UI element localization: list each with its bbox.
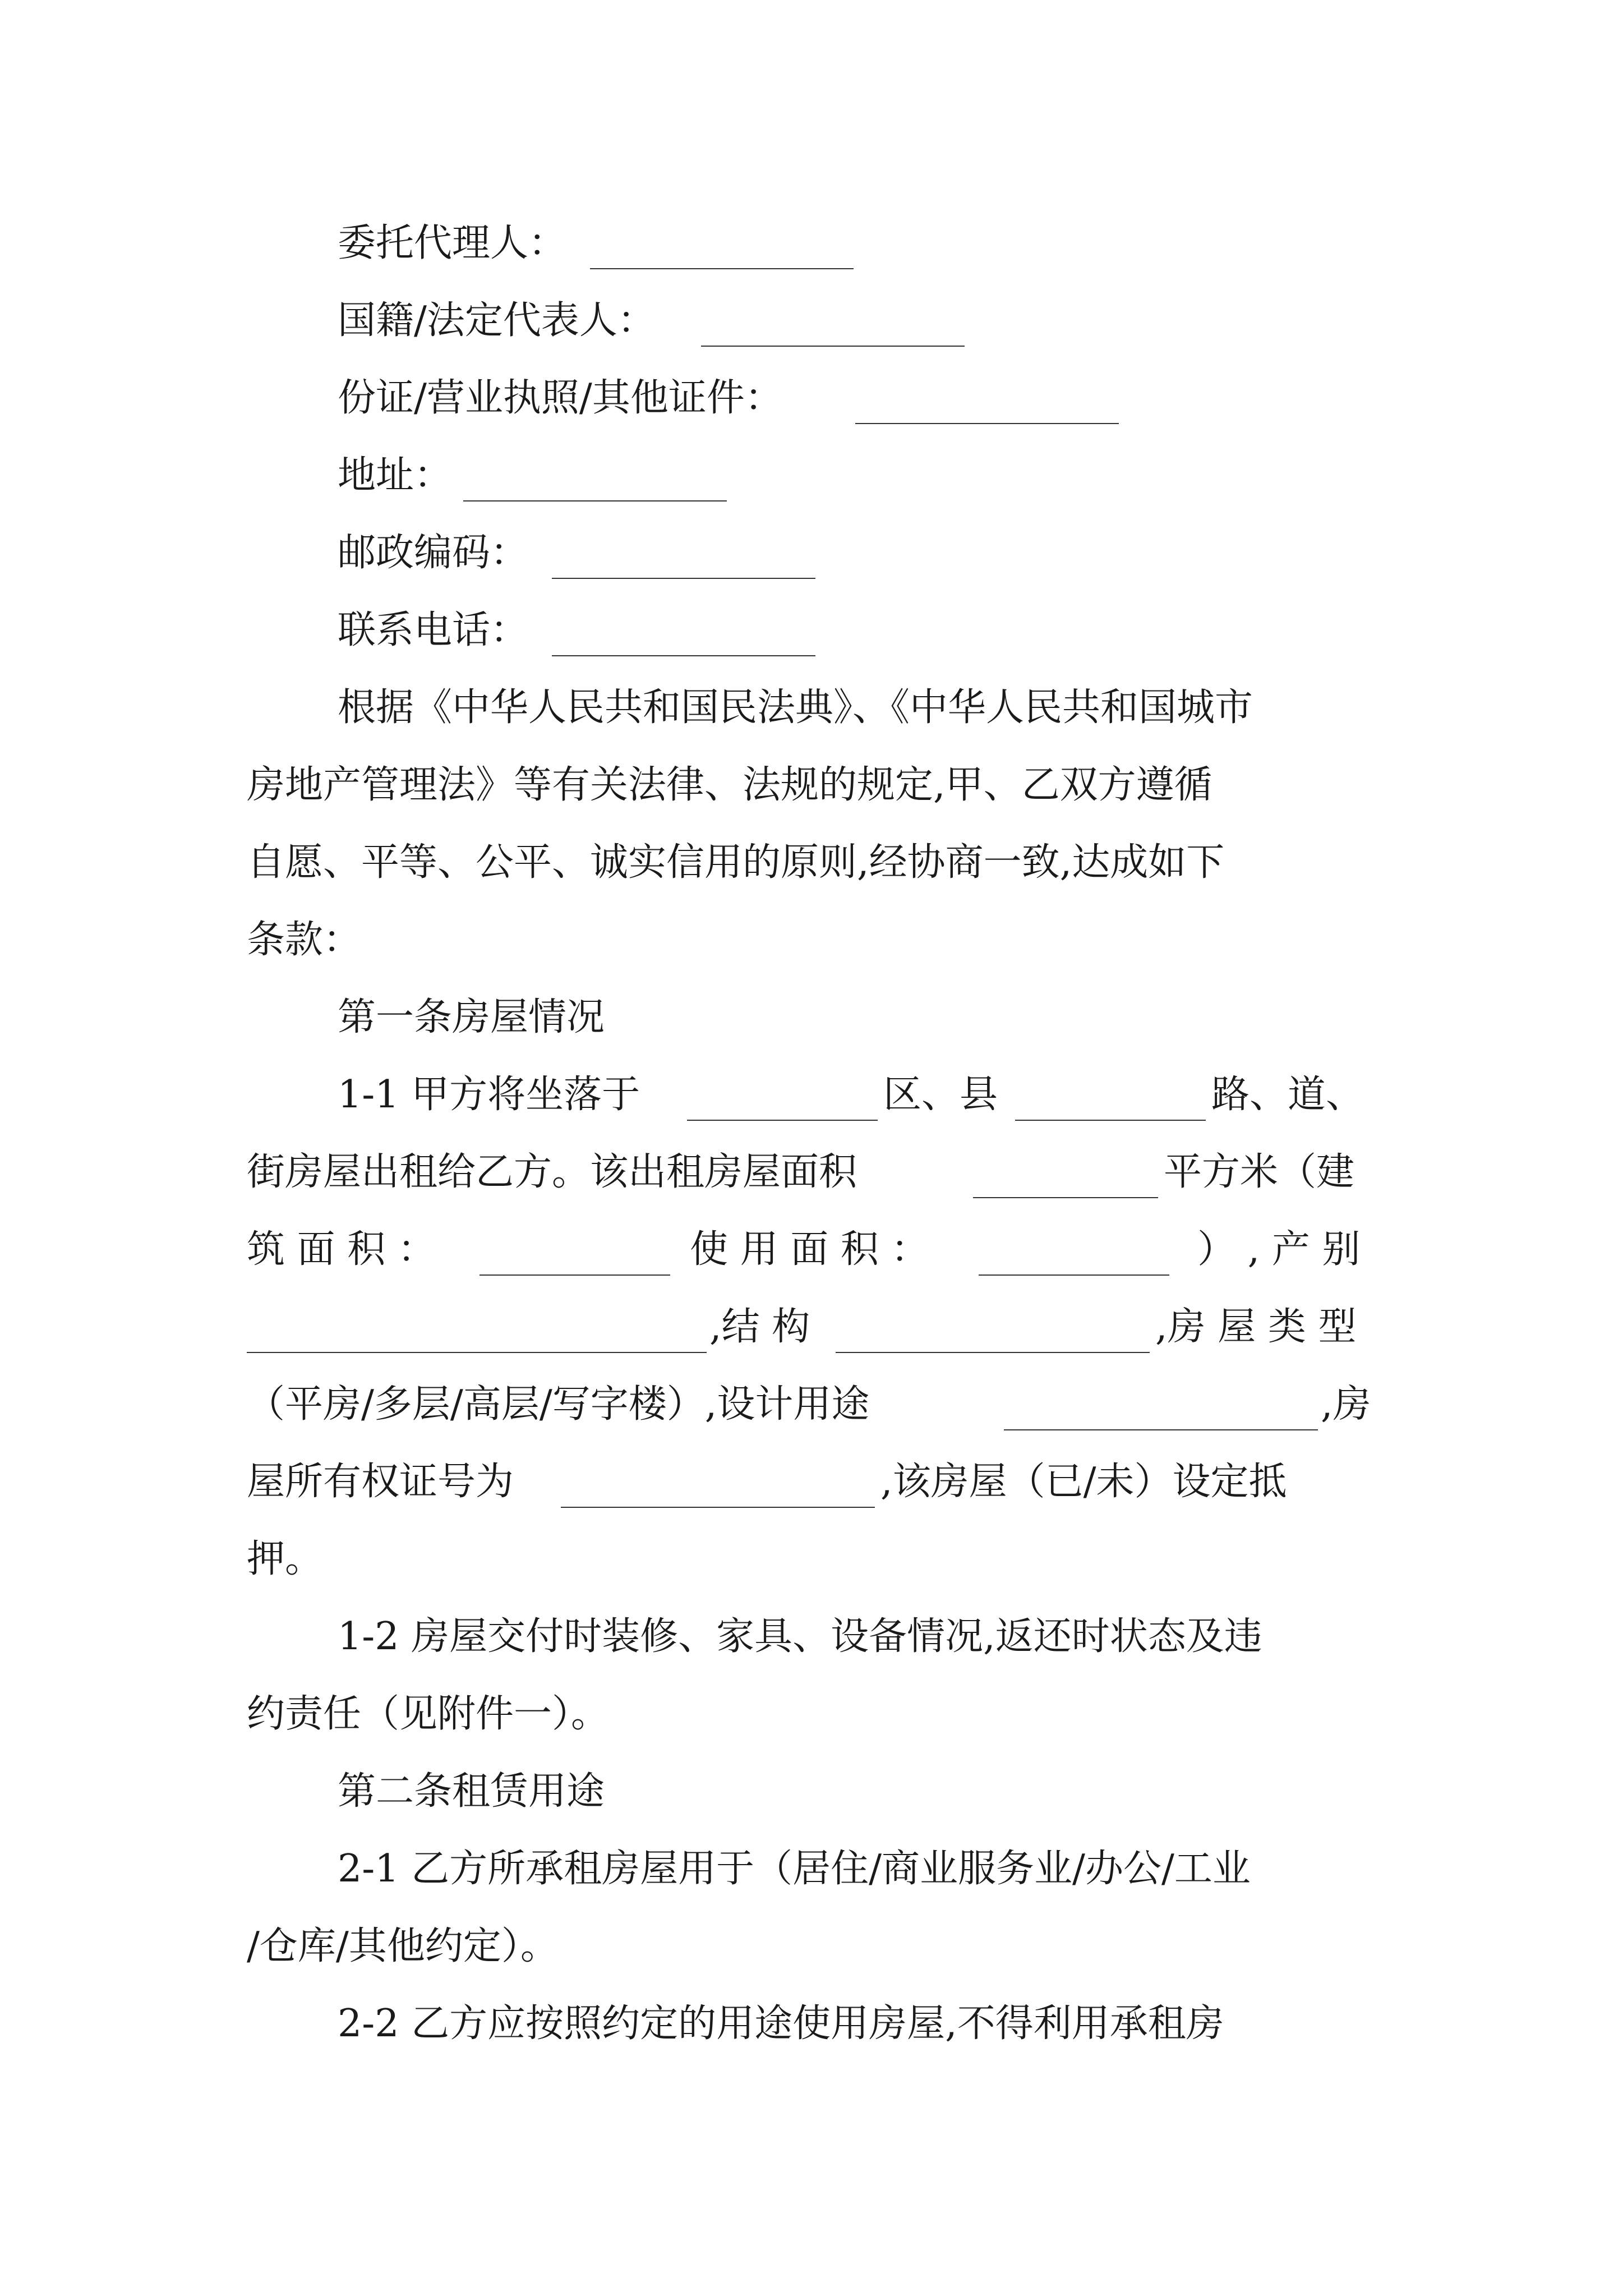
paragraph-line: 屋所有权证号为 (247, 1460, 514, 1504)
area-blank[interactable] (973, 1197, 1158, 1198)
fill-in-blank[interactable] (463, 500, 727, 501)
article-2-heading: 第二条租赁用途 (338, 1769, 605, 1814)
designed-use-blank[interactable] (1004, 1429, 1318, 1430)
field-label: 国籍/法定代表人： (338, 298, 656, 343)
phone-field (0, 608, 1623, 679)
paragraph-line: 约责任（见附件一）。 (247, 1692, 610, 1736)
fill-in-blank[interactable] (552, 578, 815, 579)
paragraph-line: 条款： (247, 918, 362, 962)
address-field (0, 453, 1623, 524)
paragraph-line: ,房 (1321, 1382, 1371, 1427)
field-label: 份证/营业执照/其他证件： (338, 376, 783, 420)
field-label: 联系电话： (338, 608, 529, 652)
property-type-blank[interactable] (247, 1352, 707, 1353)
id-document-field (0, 376, 1623, 447)
paragraph-line: 2-1 乙方所承租房屋用于（居住/商业服务业/办公/工业 (338, 1847, 1251, 1891)
paragraph-line: 筑 面 积 ： (247, 1227, 436, 1272)
structure-blank[interactable] (836, 1352, 1150, 1353)
paragraph-line: 路、道、 (1211, 1073, 1364, 1117)
fill-in-blank[interactable] (701, 346, 965, 347)
paragraph-line: 房地产管理法》等有关法律、法规的规定,甲、乙双方遵循 (247, 763, 1212, 807)
fill-in-blank[interactable] (590, 268, 854, 269)
paragraph-line: 使 用 面 积 ： (690, 1227, 929, 1272)
ownership-cert-blank[interactable] (561, 1507, 875, 1508)
paragraph-line: 根据《中华人民共和国民法典》、《中华人民共和国城市 (338, 685, 1253, 730)
paragraph-line: 2-2 乙方应按照约定的用途使用房屋,不得利用承租房 (338, 2001, 1224, 2046)
paragraph-line: 区、县 (883, 1073, 998, 1117)
field-label: 邮政编码： (338, 531, 529, 575)
paragraph-line: （平房/多层/高层/写字楼）,设计用途 (247, 1382, 870, 1427)
paragraph-line: ） , 产 别 (1197, 1227, 1361, 1272)
postal-code-field (0, 531, 1623, 601)
fill-in-blank[interactable] (552, 655, 815, 656)
building-area-blank[interactable] (479, 1274, 670, 1276)
article-1-heading: 第一条房屋情况 (338, 995, 605, 1039)
paragraph-line: ,该房屋（已/未）设定抵 (880, 1460, 1287, 1504)
road-blank[interactable] (1015, 1120, 1206, 1121)
paragraph-line: 自愿、平等、公平、诚实信用的原则,经协商一致,达成如下 (247, 840, 1225, 885)
paragraph-line: 1-2 房屋交付时装修、家具、设备情况,返还时状态及违 (338, 1614, 1262, 1659)
nationality-representative-field (0, 298, 1623, 369)
field-label: 地址： (338, 453, 453, 498)
paragraph-line: 1-1 甲方将坐落于 (338, 1073, 640, 1117)
field-label: 委托代理人： (338, 221, 567, 265)
agent-field (0, 221, 1623, 292)
paragraph-line: /仓库/其他约定）。 (247, 1924, 559, 1968)
district-blank[interactable] (687, 1120, 878, 1121)
paragraph-line: ,结 构 (709, 1305, 810, 1349)
fill-in-blank[interactable] (855, 423, 1119, 424)
paragraph-line: 街房屋出租给乙方。该出租房屋面积 (247, 1150, 857, 1194)
paragraph-line: 平方米（建 (1164, 1150, 1355, 1194)
paragraph-line: 押。 (247, 1537, 324, 1581)
usable-area-blank[interactable] (979, 1274, 1169, 1276)
paragraph-line: ,房 屋 类 型 (1155, 1305, 1357, 1349)
